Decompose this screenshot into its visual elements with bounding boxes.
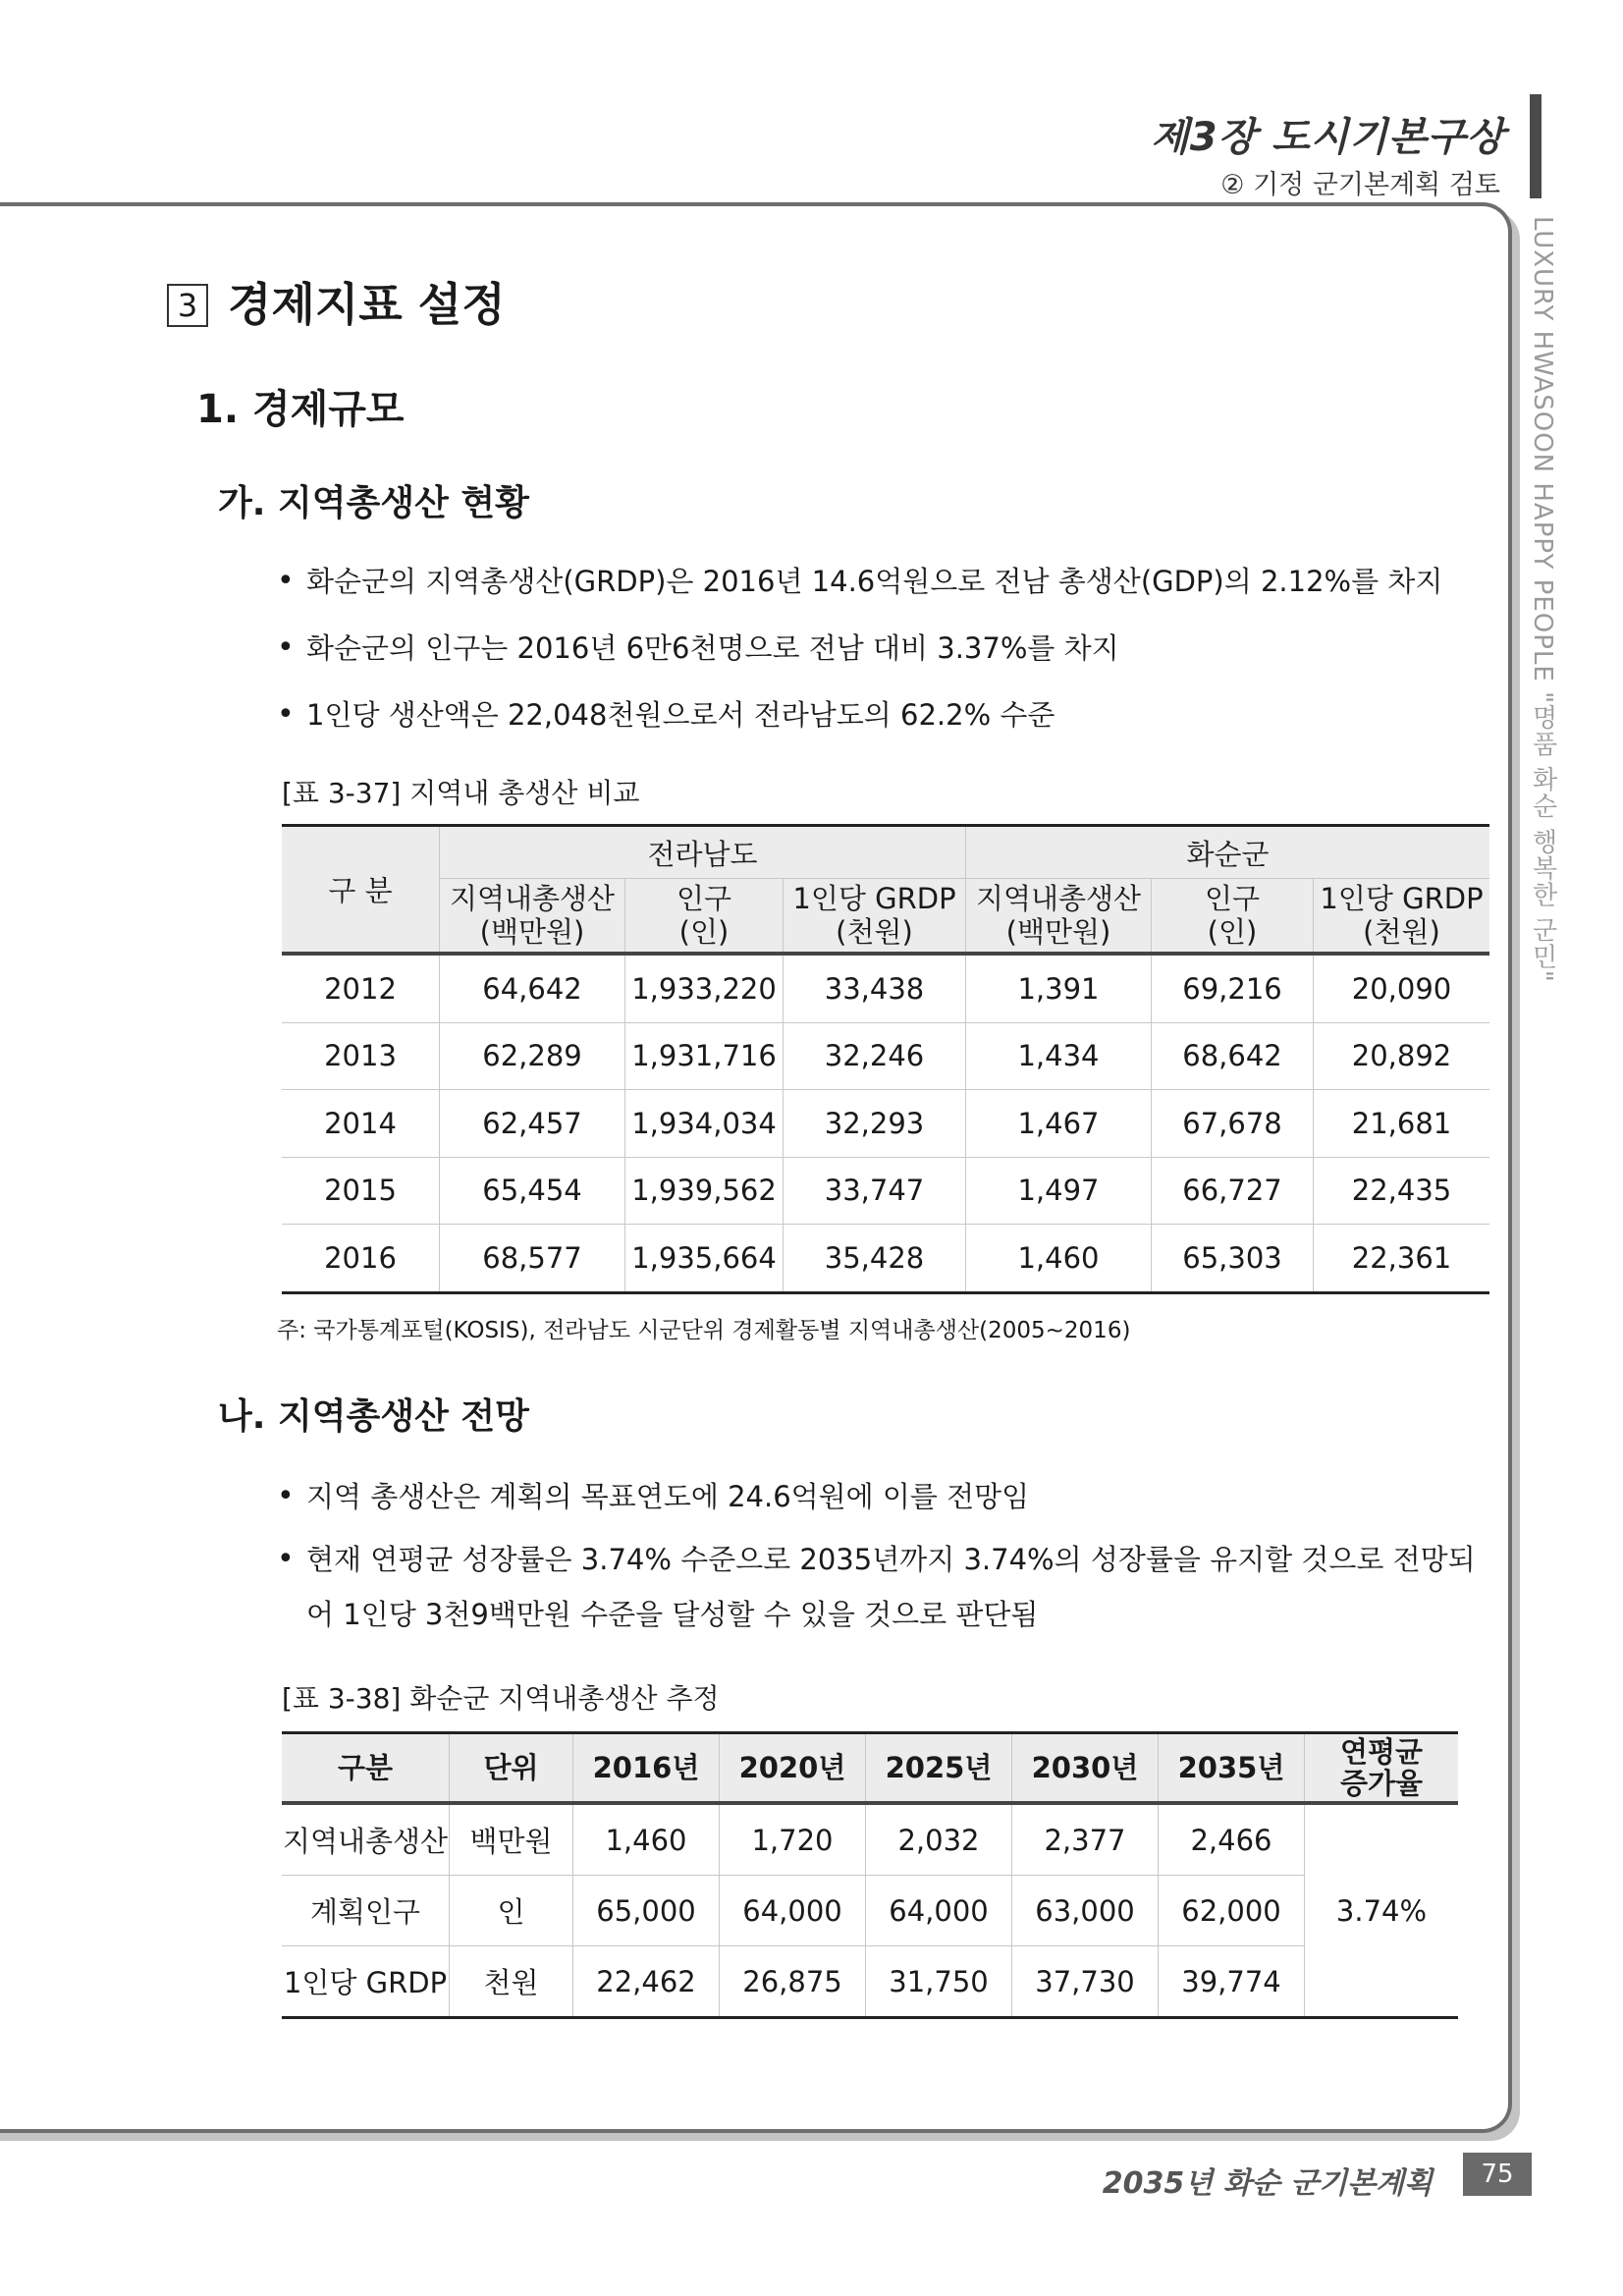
header-bar (1530, 94, 1542, 198)
table-cell: 62,000 (1159, 1876, 1305, 1946)
table-cell: 63,000 (1012, 1876, 1159, 1946)
table-cell: 22,435 (1314, 1157, 1490, 1225)
table-cell: 26,875 (720, 1946, 866, 2018)
column-header: 인구 (인) (625, 879, 784, 955)
table-row (282, 1946, 1458, 2018)
table-row (282, 1022, 1489, 1090)
row-label-cell: 지역내총생산 (282, 1803, 450, 1876)
column-header-growth: 연평균 증가율 (1305, 1733, 1459, 1804)
section-title (167, 269, 506, 334)
table-row (282, 1090, 1489, 1158)
table-cell: 22,462 (573, 1946, 720, 2018)
table-cell: 1,933,220 (625, 954, 784, 1022)
table-cell: 62,289 (440, 1022, 625, 1090)
table-cell: 35,428 (784, 1225, 966, 1293)
table-cell: 2,466 (1159, 1803, 1305, 1876)
table-cell: 37,730 (1012, 1946, 1159, 2018)
year-cell: 2013 (282, 1022, 440, 1090)
year-cell: 2016 (282, 1225, 440, 1293)
table-cell: 1,460 (573, 1803, 720, 1876)
table-cell: 1,460 (966, 1225, 1152, 1293)
table1-caption: [표 3-37] 지역내 총생산 비교 (282, 777, 640, 809)
table-cell: 62,457 (440, 1090, 625, 1158)
table-cell: 64,000 (866, 1876, 1012, 1946)
table-cell: 1,497 (966, 1157, 1152, 1225)
table-cell: 20,090 (1314, 954, 1490, 1022)
column-header: 1인당 GRDP (천원) (1314, 879, 1490, 955)
table-cell: 65,000 (573, 1876, 720, 1946)
column-header: 2016년 (573, 1733, 720, 1804)
row-label-cell: 계획인구 (282, 1876, 450, 1946)
grdp-status-bullets (277, 554, 1442, 742)
footer-title: 2035년 화순 군기본계획 (1102, 2166, 1433, 2201)
table-row (282, 1803, 1458, 1876)
heading-economic-scale: 1. 경제규모 (196, 387, 405, 432)
column-header: 2035년 (1159, 1733, 1305, 1804)
column-header: 2020년 (720, 1733, 866, 1804)
table-cell: 1,391 (966, 954, 1152, 1022)
table-cell: 39,774 (1159, 1946, 1305, 2018)
table-cell: 인 (450, 1876, 573, 1946)
table-cell: 31,750 (866, 1946, 1012, 2018)
grdp-projection-table (282, 1731, 1458, 2019)
corner-header: 구 분 (282, 826, 440, 955)
section-title-text: 경제지표 설정 (228, 278, 506, 331)
table-cell: 천원 (450, 1946, 573, 2018)
column-header: 2030년 (1012, 1733, 1159, 1804)
section-subtitle: ② 기정 군기본계획 검토 (1220, 170, 1500, 200)
table2-caption: [표 3-38] 화순군 지역내총생산 추정 (282, 1682, 720, 1715)
section-number-box: 3 (167, 284, 208, 327)
table-cell: 68,642 (1152, 1022, 1314, 1090)
table-cell: 65,454 (440, 1157, 625, 1225)
heading-grdp-status: 가. 지역총생산 현황 (218, 483, 529, 523)
bullet-item: • 지역 총생산은 계획의 목표연도에 24.6억원에 이를 전망임 (277, 1469, 1485, 1524)
table-cell: 2,377 (1012, 1803, 1159, 1876)
table-cell: 22,361 (1314, 1225, 1490, 1293)
table-cell: 66,727 (1152, 1157, 1314, 1225)
bullet-item: • 화순군의 지역총생산(GRDP)은 2016년 14.6억원으로 전남 총생산(GDP)의 2.12%를 차지 (277, 554, 1442, 609)
year-cell: 2012 (282, 954, 440, 1022)
grdp-comparison-table (282, 824, 1489, 1294)
column-header: 2025년 (866, 1733, 1012, 1804)
table-cell: 20,892 (1314, 1022, 1490, 1090)
table-cell: 1,935,664 (625, 1225, 784, 1293)
bullet-item: • 화순군의 인구는 2016년 6만6천명으로 전남 대비 3.37%를 차지 (277, 621, 1442, 676)
column-header: 단위 (450, 1733, 573, 1804)
group-header-jeonnam: 전라남도 (440, 826, 966, 879)
table-cell: 64,642 (440, 954, 625, 1022)
table-cell: 64,000 (720, 1876, 866, 1946)
table-cell: 1,720 (720, 1803, 866, 1876)
table-cell: 2,032 (866, 1803, 1012, 1876)
table-cell: 1,934,034 (625, 1090, 784, 1158)
page-number: 75 (1463, 2153, 1532, 2196)
bullet-item: • 현재 연평균 성장률은 3.74% 수준으로 2035년까지 3.74%의 성장률을 유지할 것으로 전망되어 1인당 3천9백만원 수준을 달성할 수 있을 것으로 판단됨 (277, 1532, 1485, 1642)
table-cell: 백만원 (450, 1803, 573, 1876)
heading-grdp-forecast: 나. 지역총생산 전망 (218, 1396, 529, 1437)
table-cell: 33,438 (784, 954, 966, 1022)
column-header: 구분 (282, 1733, 450, 1804)
table-cell: 1,434 (966, 1022, 1152, 1090)
side-slogan: LUXURY HWASOON HAPPY PEOPLE "명품 화순 행복한 군민" (1528, 216, 1557, 983)
table-row (282, 1157, 1489, 1225)
row-label-cell: 1인당 GRDP (282, 1946, 450, 2018)
column-header: 지역내총생산 (백만원) (966, 879, 1152, 955)
table-row (282, 1876, 1458, 1946)
table-cell: 33,747 (784, 1157, 966, 1225)
column-header: 1인당 GRDP (천원) (784, 879, 966, 955)
year-cell: 2015 (282, 1157, 440, 1225)
grdp-forecast-bullets (277, 1469, 1485, 1642)
table-cell: 69,216 (1152, 954, 1314, 1022)
table-cell: 67,678 (1152, 1090, 1314, 1158)
table-row (282, 954, 1489, 1022)
year-cell: 2014 (282, 1090, 440, 1158)
table-cell: 21,681 (1314, 1090, 1490, 1158)
group-header-hwasun: 화순군 (966, 826, 1490, 879)
table-row (282, 1225, 1489, 1293)
growth-rate-cell: 3.74% (1305, 1803, 1459, 2018)
table1-source-note: 주: 국가통계포털(KOSIS), 전라남도 시군단위 경제활동별 지역내총생산(2005~2016) (277, 1318, 1131, 1343)
bullet-item: • 1인당 생산액은 22,048천원으로서 전라남도의 62.2% 수준 (277, 687, 1442, 742)
table-cell: 32,293 (784, 1090, 966, 1158)
column-header: 지역내총생산 (백만원) (440, 879, 625, 955)
table-cell: 65,303 (1152, 1225, 1314, 1293)
column-header: 인구 (인) (1152, 879, 1314, 955)
chapter-title: 제3장 도시기본구상 (1151, 115, 1505, 160)
table-cell: 1,467 (966, 1090, 1152, 1158)
table-cell: 1,931,716 (625, 1022, 784, 1090)
table-cell: 32,246 (784, 1022, 966, 1090)
table-cell: 1,939,562 (625, 1157, 784, 1225)
table-cell: 68,577 (440, 1225, 625, 1293)
